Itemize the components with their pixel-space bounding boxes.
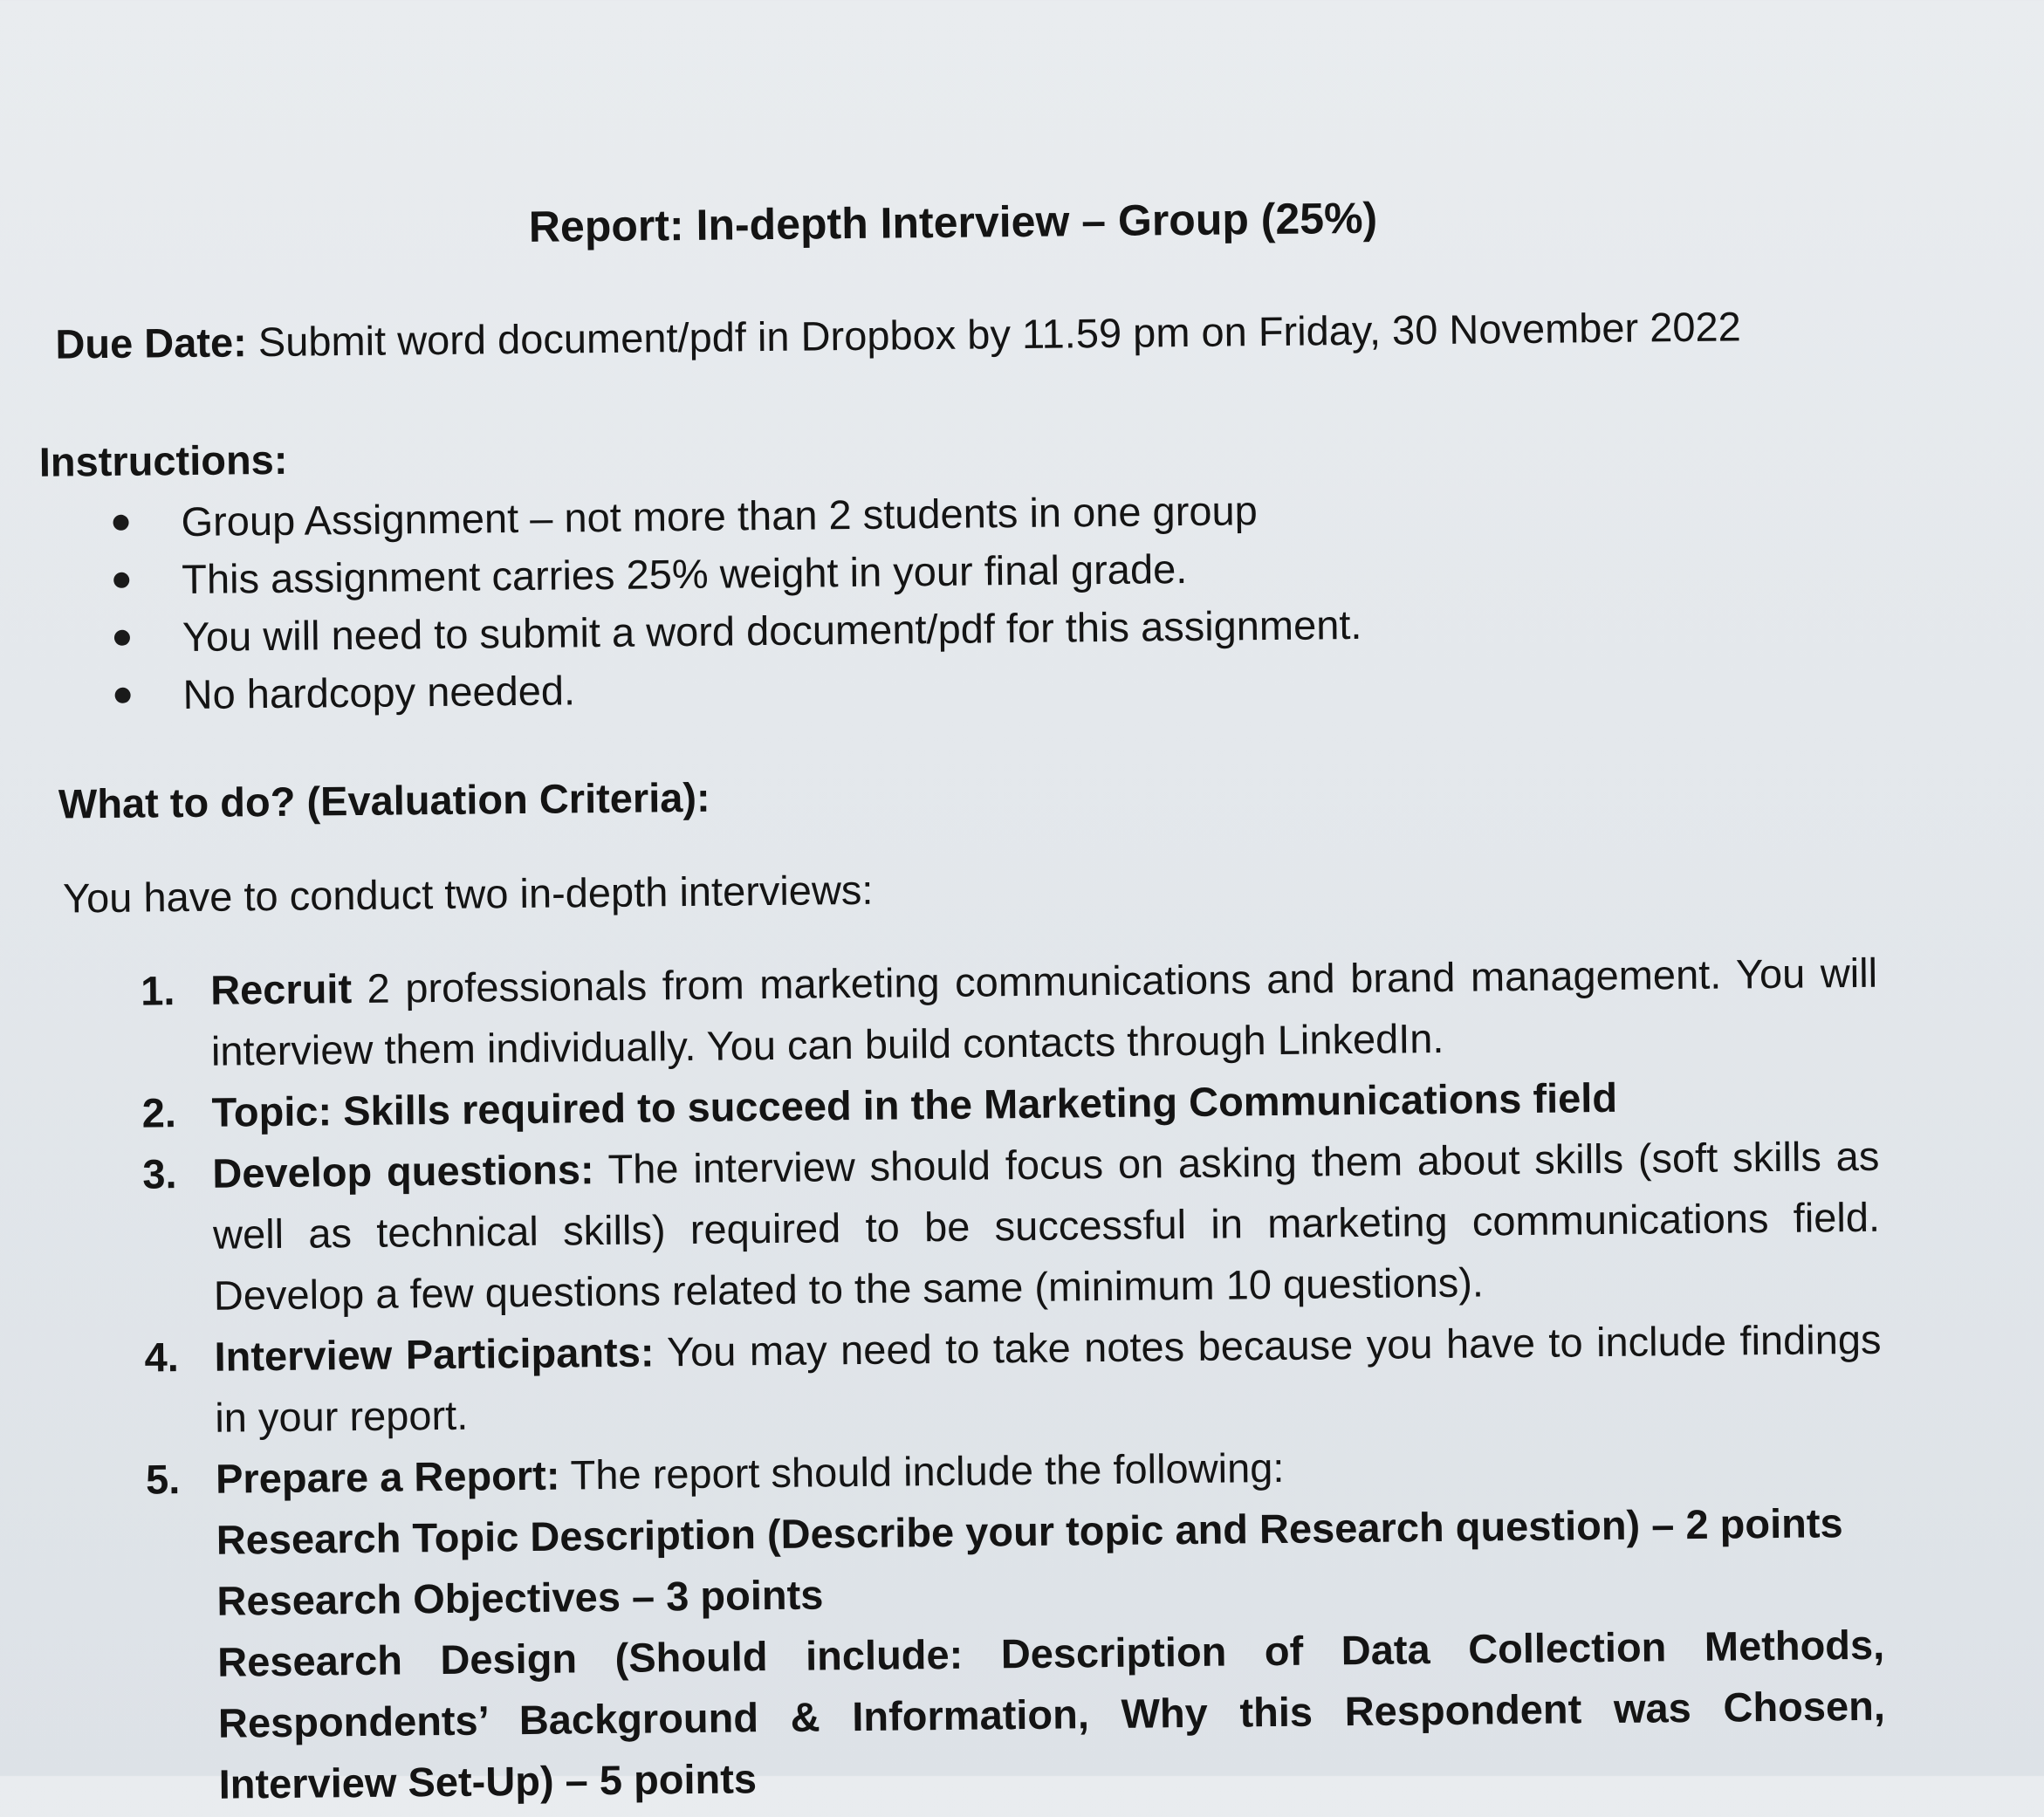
evaluation-intro: You have to conduct two in-depth interviews: — [62, 866, 874, 922]
step-item — [141, 943, 1878, 1083]
report-component: Research Design (Should include: Description of Data Collection Methods, Respondents’ Background & Information, Why this Respondent was Chosen, Interview Set-Up) – 5 points — [216, 1621, 1886, 1807]
step-number: 2. — [141, 1089, 177, 1136]
instruction-text: Group Assignment – not more than 2 students in one group — [181, 487, 1258, 545]
step-number: 5. — [145, 1456, 181, 1503]
step-item — [146, 1431, 1886, 1816]
report-component: Research Topic Description (Describe your topic and Research question) – 2 points — [216, 1499, 1843, 1563]
bullet-icon — [113, 515, 128, 531]
bullet-icon — [115, 688, 131, 703]
due-date-label: Due Date: — [55, 319, 248, 367]
page-title: Report: In-depth Interview – Group (25%) — [528, 193, 1378, 251]
step-number: 3. — [142, 1150, 177, 1197]
step-label: Develop questions: — [212, 1146, 594, 1196]
step-body — [212, 1126, 1881, 1327]
due-date-line — [55, 302, 1741, 367]
step-body — [210, 943, 1878, 1082]
instructions-heading: Instructions: — [38, 435, 288, 485]
step-item — [144, 1309, 1882, 1450]
evaluation-heading: What to do? (Evaluation Criteria): — [58, 773, 710, 827]
step-text: 2 professionals from marketing communications and brand management. You will interview them individually. You can build contacts through LinkedIn. — [210, 949, 1878, 1074]
step-number: 4. — [144, 1334, 180, 1381]
report-component: Research Objectives – 3 points — [216, 1571, 824, 1624]
step-label: Topic: Skills required to succeed in the Marketing Communications field — [211, 1073, 1618, 1135]
instruction-text: No hardcopy needed. — [182, 667, 576, 718]
bullet-icon — [113, 573, 129, 588]
step-item — [142, 1126, 1881, 1327]
step-body — [216, 1431, 1886, 1815]
step-label: Prepare a Report: — [215, 1451, 560, 1502]
list-item — [111, 654, 1362, 724]
steps-list — [141, 943, 1886, 1816]
step-text: The interview should focus on asking them about skills (soft skills as well as technical skills) required to be successful in marketing communications field. Develop a few questions related to the same (minimum 10 questions). — [212, 1132, 1881, 1319]
step-label: Recruit — [209, 965, 353, 1013]
instruction-text: You will need to submit a word document/pdf for this assignment. — [182, 600, 1362, 661]
step-label: Interview Participants: — [214, 1328, 655, 1380]
step-text: You may need to take notes because you have to include findings in your report. — [215, 1315, 1882, 1441]
due-date-text: Submit word document/pdf in Dropbox by 11.59 pm on Friday, 30 November 2022 — [246, 303, 1742, 366]
instructions-list — [109, 481, 1362, 724]
instruction-text: This assignment carries 25% weight in your final grade. — [181, 545, 1188, 603]
step-number: 1. — [140, 967, 175, 1014]
step-body — [214, 1309, 1882, 1449]
step-text: The report should include the following: — [559, 1443, 1285, 1498]
bullet-icon — [114, 630, 130, 646]
